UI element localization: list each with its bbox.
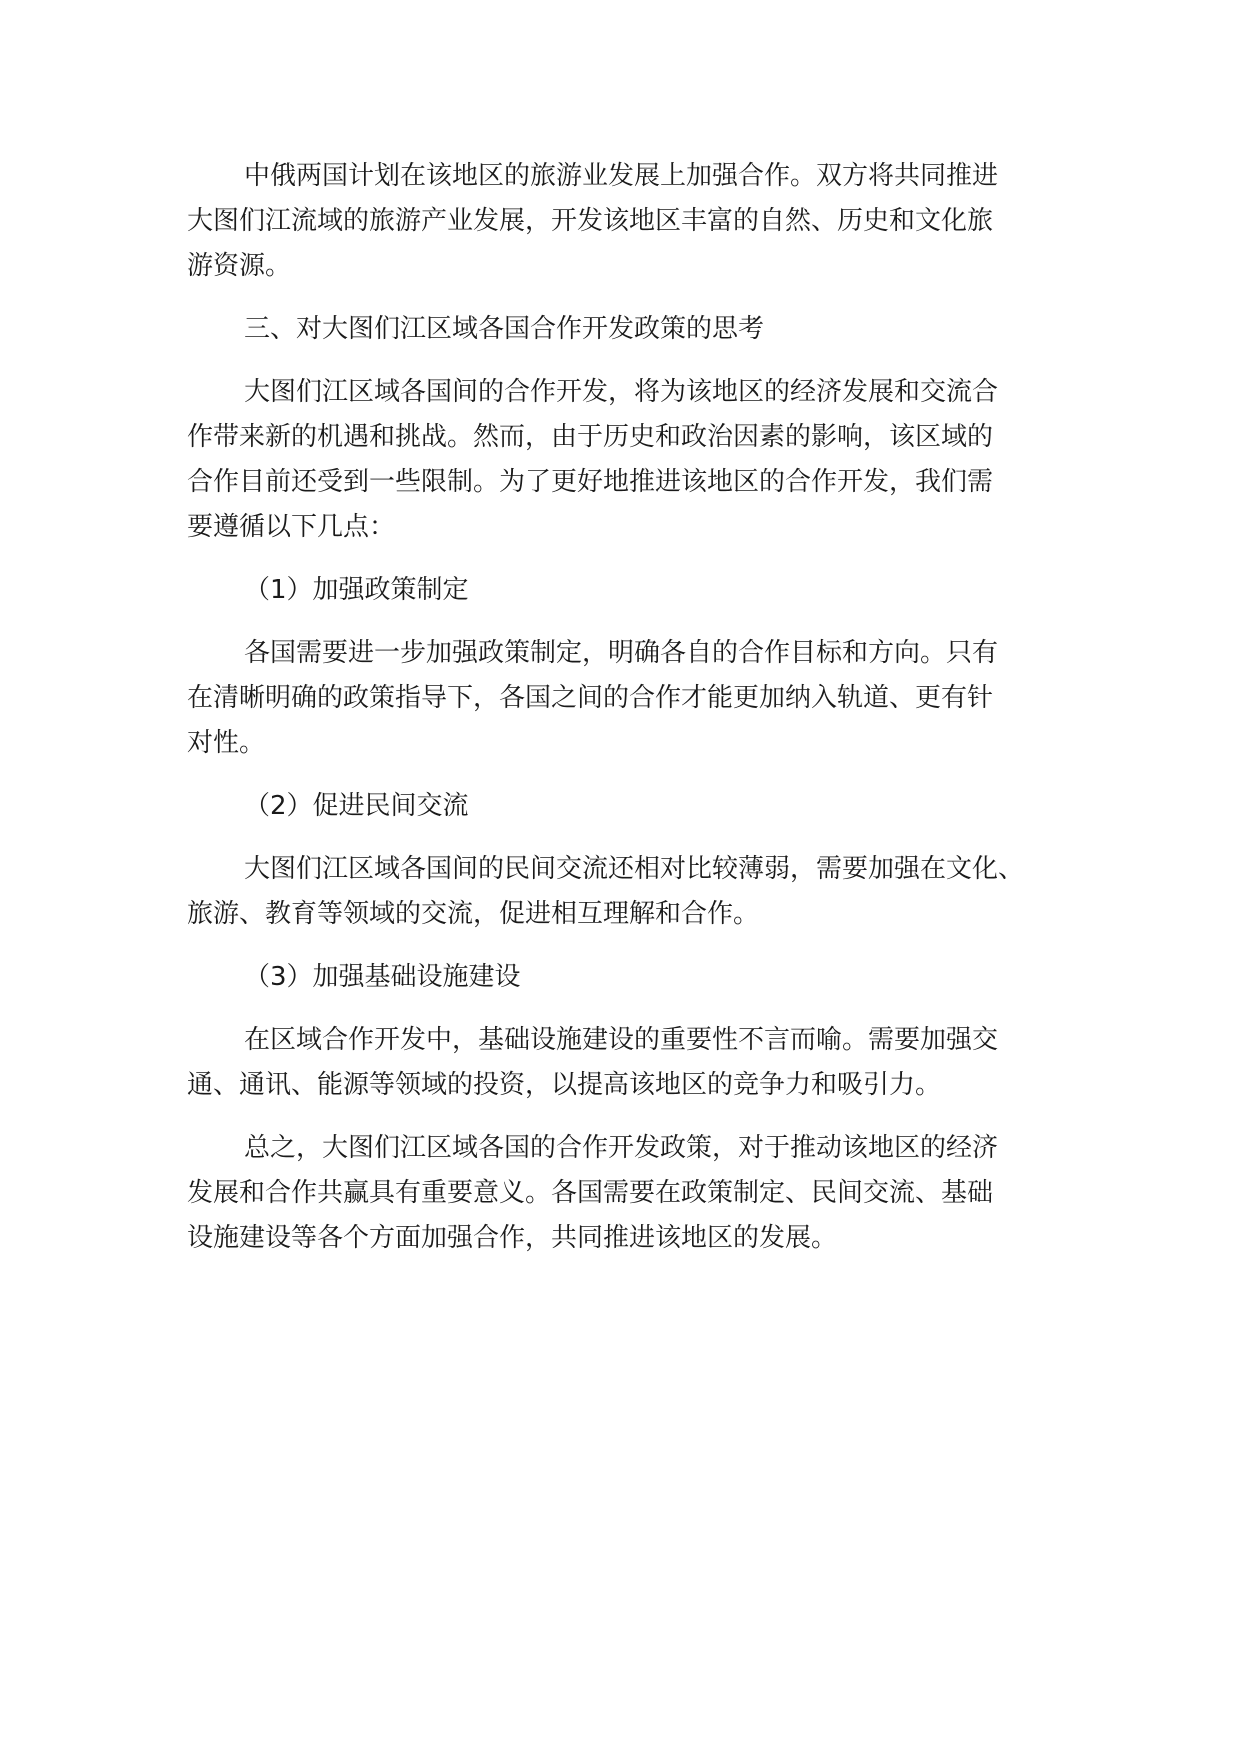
text-line: 发展和合作共赢具有重要意义。各国需要在政策制定、民间交流、基础 [187, 1178, 994, 1208]
text-line: 大图们江流域的旅游产业发展，开发该地区丰富的自然、历史和文化旅 [187, 206, 994, 236]
text-line: 合作目前还受到一些限制。为了更好地推进该地区的合作开发，我们需 [187, 467, 994, 497]
text-line: 设施建设等各个方面加强合作，共同推进该地区的发展。 [187, 1223, 838, 1253]
point3-body [187, 1018, 1067, 1108]
point2-heading: （2）促进民间交流 [244, 791, 469, 821]
text-line: 游资源。 [187, 251, 292, 281]
document-body [187, 154, 1067, 1279]
text-line: 各国需要进一步加强政策制定，明确各自的合作目标和方向。只有 [244, 638, 999, 668]
text-line: 对性。 [187, 728, 266, 758]
paragraph-tourism [187, 154, 1067, 289]
point1-body [187, 631, 1067, 766]
text-line: 作带来新的机遇和挑战。然而，由于历史和政治因素的影响，该区域的 [187, 422, 994, 452]
text-line: 旅游、教育等领域的交流，促进相互理解和合作。 [187, 899, 760, 929]
text-line: 大图们江区域各国间的合作开发，将为该地区的经济发展和交流合 [244, 377, 999, 407]
text-line: 大图们江区域各国间的民间交流还相对比较薄弱，需要加强在文化、 [244, 854, 1025, 884]
text-line: 总之，大图们江区域各国的合作开发政策，对于推动该地区的经济 [244, 1133, 999, 1163]
text-line: 在清晰明确的政策指导下，各国之间的合作才能更加纳入轨道、更有针 [187, 683, 994, 713]
text-line: 要遵循以下几点： [187, 512, 396, 542]
point3-heading: （3）加强基础设施建设 [244, 962, 521, 992]
text-line: 中俄两国计划在该地区的旅游业发展上加强合作。双方将共同推进 [244, 161, 999, 191]
text-line: 在区域合作开发中，基础设施建设的重要性不言而喻。需要加强交 [244, 1025, 999, 1055]
point1-heading: （1）加强政策制定 [244, 575, 469, 605]
point2-body [187, 847, 1067, 937]
paragraph-intro [187, 370, 1067, 550]
text-line: 通、通讯、能源等领域的投资，以提高该地区的竞争力和吸引力。 [187, 1070, 942, 1100]
section-heading: 三、对大图们江区域各国合作开发政策的思考 [244, 314, 765, 344]
conclusion-paragraph [187, 1126, 1067, 1261]
